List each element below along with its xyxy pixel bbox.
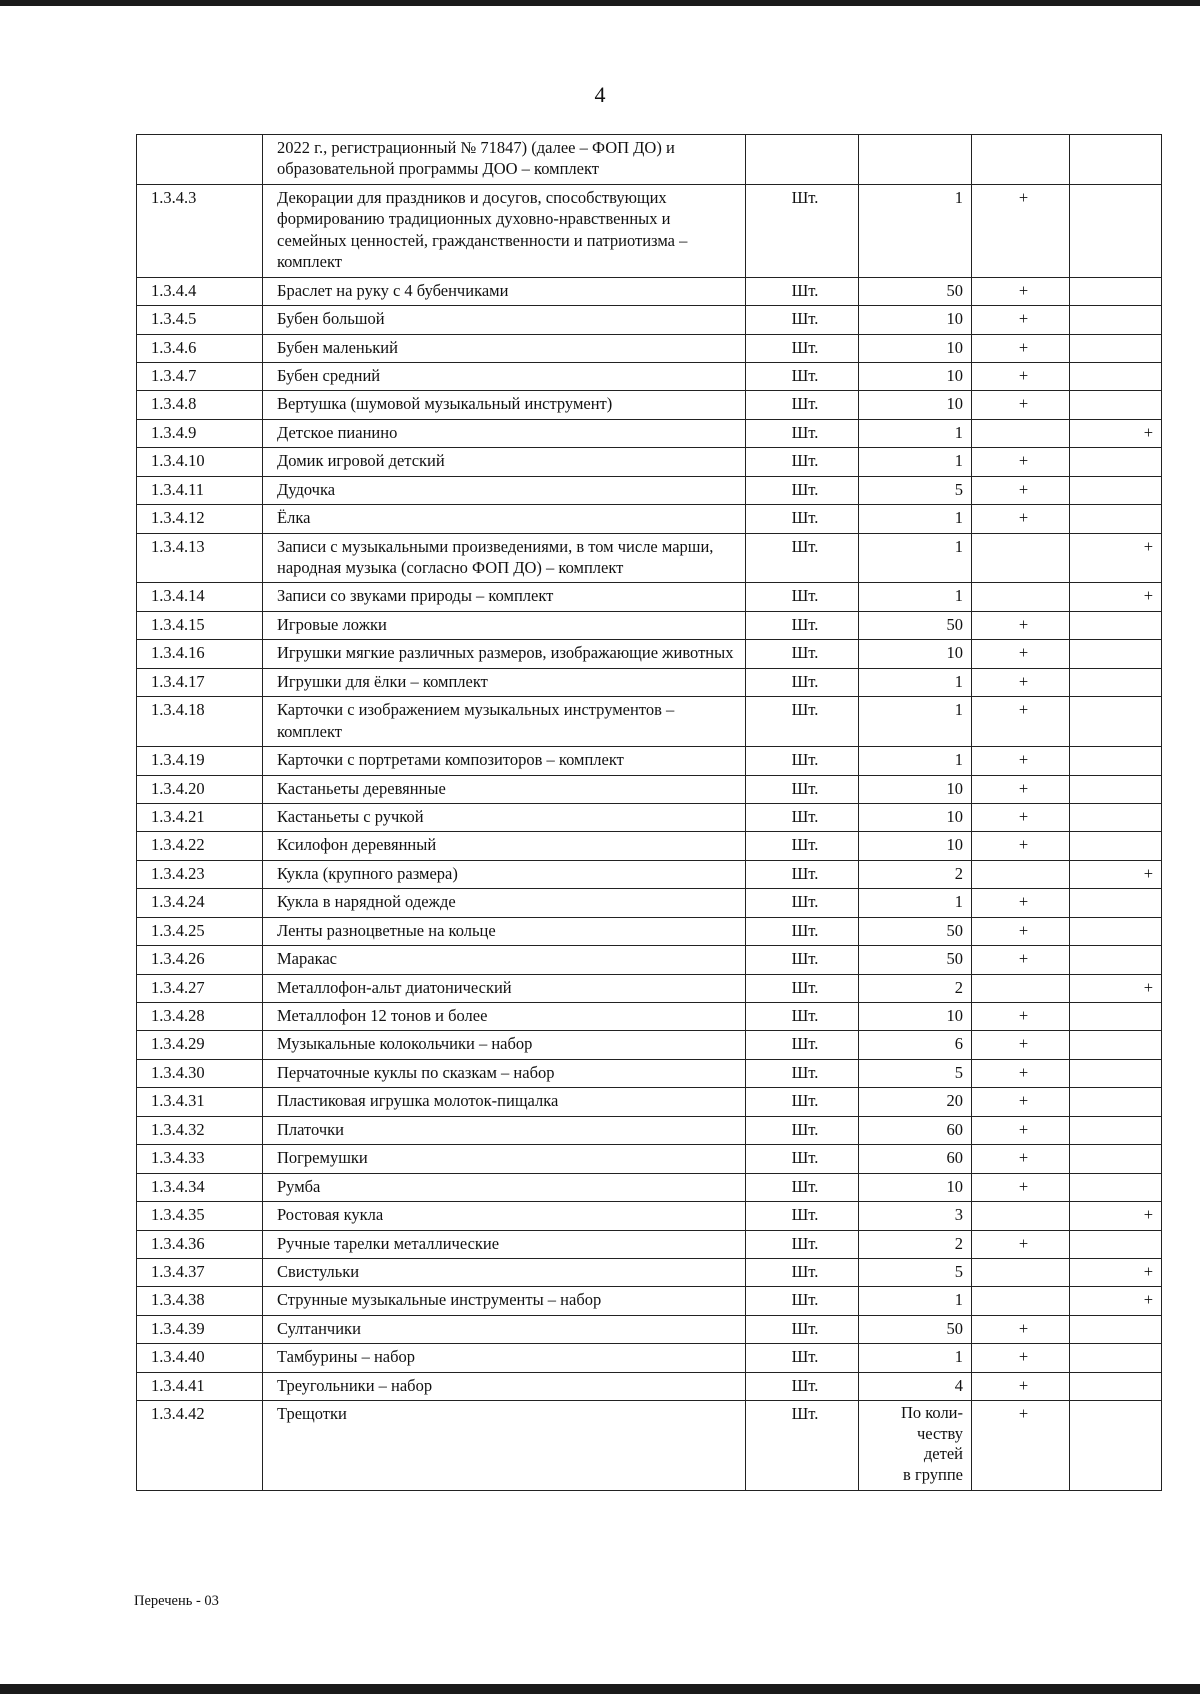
item-mark-a: +	[972, 917, 1070, 945]
equipment-table	[136, 134, 1162, 1491]
item-number: 1.3.4.37	[137, 1258, 263, 1286]
item-unit: Шт.	[746, 476, 859, 504]
item-mark-a: +	[972, 775, 1070, 803]
item-unit: Шт.	[746, 1315, 859, 1343]
item-unit	[746, 135, 859, 185]
table-row	[137, 135, 1162, 185]
item-mark-a	[972, 860, 1070, 888]
item-number: 1.3.4.14	[137, 583, 263, 611]
item-name: Домик игровой детский	[263, 448, 746, 476]
item-quantity: 3	[859, 1202, 972, 1230]
page-number: 4	[594, 82, 606, 107]
item-mark-a: +	[972, 448, 1070, 476]
item-number: 1.3.4.34	[137, 1173, 263, 1201]
item-unit: Шт.	[746, 505, 859, 533]
item-mark-b	[1070, 334, 1162, 362]
item-quantity: 1	[859, 419, 972, 447]
item-mark-a: +	[972, 747, 1070, 775]
item-mark-a: +	[972, 1116, 1070, 1144]
item-unit: Шт.	[746, 306, 859, 334]
item-mark-a	[972, 419, 1070, 447]
item-mark-a: +	[972, 640, 1070, 668]
table-row	[137, 611, 1162, 639]
item-mark-a: +	[972, 1088, 1070, 1116]
item-name: Записи с музыкальными произведениями, в том числе марши, народная музыка (согласно ФОП ДО) – комплект	[263, 533, 746, 583]
item-mark-a: +	[972, 611, 1070, 639]
item-name: Румба	[263, 1173, 746, 1201]
item-mark-a: +	[972, 1372, 1070, 1400]
item-number: 1.3.4.38	[137, 1287, 263, 1315]
table-row	[137, 860, 1162, 888]
item-mark-b	[1070, 362, 1162, 390]
item-quantity: 1	[859, 505, 972, 533]
item-mark-b	[1070, 697, 1162, 747]
table-row	[137, 747, 1162, 775]
table-row	[137, 1344, 1162, 1372]
item-name: Детское пианино	[263, 419, 746, 447]
item-number: 1.3.4.27	[137, 974, 263, 1002]
table-row	[137, 1145, 1162, 1173]
item-unit: Шт.	[746, 1344, 859, 1372]
item-unit: Шт.	[746, 974, 859, 1002]
item-name: Перчаточные куклы по сказкам – набор	[263, 1059, 746, 1087]
item-unit: Шт.	[746, 1202, 859, 1230]
table-row	[137, 419, 1162, 447]
table-row	[137, 1003, 1162, 1031]
item-name: Платочки	[263, 1116, 746, 1144]
item-number: 1.3.4.21	[137, 803, 263, 831]
item-number: 1.3.4.6	[137, 334, 263, 362]
item-unit: Шт.	[746, 448, 859, 476]
item-mark-b	[1070, 1003, 1162, 1031]
item-name: Металлофон 12 тонов и более	[263, 1003, 746, 1031]
item-unit: Шт.	[746, 419, 859, 447]
item-number: 1.3.4.42	[137, 1401, 263, 1491]
table-row	[137, 1031, 1162, 1059]
item-name: Ксилофон деревянный	[263, 832, 746, 860]
table-row	[137, 917, 1162, 945]
item-mark-a: +	[972, 697, 1070, 747]
item-quantity: 1	[859, 668, 972, 696]
item-name: Ростовая кукла	[263, 1202, 746, 1230]
item-unit: Шт.	[746, 1372, 859, 1400]
item-name: Треугольники – набор	[263, 1372, 746, 1400]
item-mark-b	[1070, 391, 1162, 419]
item-mark-a: +	[972, 184, 1070, 277]
item-quantity: 10	[859, 803, 972, 831]
table-row	[137, 1059, 1162, 1087]
item-number: 1.3.4.31	[137, 1088, 263, 1116]
table-row	[137, 1372, 1162, 1400]
item-number	[137, 135, 263, 185]
item-name: Музыкальные колокольчики – набор	[263, 1031, 746, 1059]
item-unit: Шт.	[746, 1287, 859, 1315]
item-name: Кастаньеты деревянные	[263, 775, 746, 803]
item-unit: Шт.	[746, 1059, 859, 1087]
table-row	[137, 946, 1162, 974]
item-quantity: 5	[859, 476, 972, 504]
item-mark-a: +	[972, 1145, 1070, 1173]
item-unit: Шт.	[746, 1116, 859, 1144]
item-unit: Шт.	[746, 334, 859, 362]
item-number: 1.3.4.19	[137, 747, 263, 775]
item-name: Кукла в нарядной одежде	[263, 889, 746, 917]
item-quantity: 1	[859, 583, 972, 611]
table-row	[137, 391, 1162, 419]
item-number: 1.3.4.8	[137, 391, 263, 419]
table-row	[137, 832, 1162, 860]
table-row	[137, 803, 1162, 831]
item-mark-b	[1070, 1088, 1162, 1116]
item-mark-b: +	[1070, 1258, 1162, 1286]
item-mark-a: +	[972, 1173, 1070, 1201]
item-mark-b	[1070, 1145, 1162, 1173]
item-name: Ёлка	[263, 505, 746, 533]
table-row	[137, 1315, 1162, 1343]
item-number: 1.3.4.5	[137, 306, 263, 334]
item-mark-b	[1070, 1401, 1162, 1491]
item-mark-a: +	[972, 668, 1070, 696]
item-mark-b	[1070, 640, 1162, 668]
item-unit: Шт.	[746, 1088, 859, 1116]
item-mark-a: +	[972, 476, 1070, 504]
item-mark-b	[1070, 448, 1162, 476]
item-unit: Шт.	[746, 1173, 859, 1201]
table-row	[137, 1287, 1162, 1315]
item-quantity: 10	[859, 306, 972, 334]
item-unit: Шт.	[746, 1003, 859, 1031]
item-mark-b	[1070, 1230, 1162, 1258]
item-mark-b: +	[1070, 583, 1162, 611]
item-name: Дудочка	[263, 476, 746, 504]
item-unit: Шт.	[746, 775, 859, 803]
item-quantity: 10	[859, 362, 972, 390]
item-mark-a	[972, 583, 1070, 611]
item-mark-a: +	[972, 1003, 1070, 1031]
item-name: Трещотки	[263, 1401, 746, 1491]
item-mark-b	[1070, 1059, 1162, 1087]
item-mark-a: +	[972, 1401, 1070, 1491]
table-row	[137, 1116, 1162, 1144]
item-quantity: 1	[859, 697, 972, 747]
item-mark-b	[1070, 1344, 1162, 1372]
item-name: Маракас	[263, 946, 746, 974]
item-mark-a: +	[972, 1059, 1070, 1087]
table-row	[137, 184, 1162, 277]
item-unit: Шт.	[746, 1230, 859, 1258]
item-number: 1.3.4.9	[137, 419, 263, 447]
item-quantity	[859, 135, 972, 185]
item-name: Бубен средний	[263, 362, 746, 390]
item-mark-b	[1070, 668, 1162, 696]
item-unit: Шт.	[746, 917, 859, 945]
scan-border-bottom	[0, 1684, 1200, 1694]
item-name: Погремушки	[263, 1145, 746, 1173]
item-mark-a	[972, 135, 1070, 185]
item-mark-b	[1070, 803, 1162, 831]
item-quantity: 10	[859, 391, 972, 419]
item-mark-a	[972, 1287, 1070, 1315]
item-name: Бубен маленький	[263, 334, 746, 362]
item-mark-b	[1070, 505, 1162, 533]
item-mark-b: +	[1070, 860, 1162, 888]
item-name: Свистульки	[263, 1258, 746, 1286]
footer-label: Перечень - 03	[134, 1593, 219, 1609]
item-mark-a: +	[972, 832, 1070, 860]
item-number: 1.3.4.4	[137, 277, 263, 305]
item-mark-a	[972, 1258, 1070, 1286]
item-name: Игровые ложки	[263, 611, 746, 639]
item-number: 1.3.4.26	[137, 946, 263, 974]
item-quantity: 10	[859, 775, 972, 803]
item-quantity: 5	[859, 1258, 972, 1286]
item-mark-b	[1070, 611, 1162, 639]
table-row	[137, 476, 1162, 504]
table-row	[137, 775, 1162, 803]
item-unit: Шт.	[746, 391, 859, 419]
item-number: 1.3.4.28	[137, 1003, 263, 1031]
item-mark-b	[1070, 889, 1162, 917]
item-unit: Шт.	[746, 1031, 859, 1059]
item-quantity: 5	[859, 1059, 972, 1087]
item-number: 1.3.4.32	[137, 1116, 263, 1144]
item-mark-b	[1070, 1116, 1162, 1144]
item-quantity: 1	[859, 533, 972, 583]
item-quantity: 1	[859, 747, 972, 775]
table-row	[137, 1088, 1162, 1116]
item-mark-b	[1070, 184, 1162, 277]
item-mark-a: +	[972, 1344, 1070, 1372]
item-mark-b	[1070, 135, 1162, 185]
item-name: Браслет на руку с 4 бубенчиками	[263, 277, 746, 305]
item-number: 1.3.4.15	[137, 611, 263, 639]
item-number: 1.3.4.23	[137, 860, 263, 888]
item-mark-b	[1070, 1173, 1162, 1201]
item-number: 1.3.4.25	[137, 917, 263, 945]
table-row	[137, 1401, 1162, 1491]
item-mark-b	[1070, 946, 1162, 974]
item-number: 1.3.4.18	[137, 697, 263, 747]
item-mark-a: +	[972, 803, 1070, 831]
table-row	[137, 668, 1162, 696]
item-mark-a: +	[972, 1230, 1070, 1258]
item-quantity: 2	[859, 974, 972, 1002]
item-unit: Шт.	[746, 832, 859, 860]
item-quantity: 6	[859, 1031, 972, 1059]
table-row	[137, 1173, 1162, 1201]
item-number: 1.3.4.3	[137, 184, 263, 277]
item-name: Игрушки мягкие различных размеров, изображающие животных	[263, 640, 746, 668]
item-unit: Шт.	[746, 1401, 859, 1491]
item-unit: Шт.	[746, 1258, 859, 1286]
item-number: 1.3.4.13	[137, 533, 263, 583]
item-unit: Шт.	[746, 1145, 859, 1173]
item-mark-a: +	[972, 334, 1070, 362]
item-name: Султанчики	[263, 1315, 746, 1343]
item-number: 1.3.4.11	[137, 476, 263, 504]
table-row	[137, 306, 1162, 334]
table-row	[137, 697, 1162, 747]
item-mark-b: +	[1070, 1202, 1162, 1230]
item-quantity: 2	[859, 1230, 972, 1258]
item-unit: Шт.	[746, 889, 859, 917]
item-mark-a: +	[972, 946, 1070, 974]
item-number: 1.3.4.29	[137, 1031, 263, 1059]
item-quantity: 1	[859, 184, 972, 277]
item-name: Декорации для праздников и досугов, способствующих формированию традиционных духовно-нравственных и семейных ценностей, гражданственности и патриотизма – комплект	[263, 184, 746, 277]
item-quantity: 50	[859, 277, 972, 305]
item-mark-a: +	[972, 277, 1070, 305]
item-quantity: 1	[859, 448, 972, 476]
item-quantity: 60	[859, 1116, 972, 1144]
item-unit: Шт.	[746, 533, 859, 583]
item-number: 1.3.4.39	[137, 1315, 263, 1343]
item-mark-a: +	[972, 306, 1070, 334]
item-number: 1.3.4.16	[137, 640, 263, 668]
item-name: Карточки с портретами композиторов – комплект	[263, 747, 746, 775]
table-row	[137, 505, 1162, 533]
scan-border-top	[0, 0, 1200, 6]
item-mark-b	[1070, 775, 1162, 803]
item-quantity: 20	[859, 1088, 972, 1116]
item-mark-b: +	[1070, 1287, 1162, 1315]
item-name: Ленты разноцветные на кольце	[263, 917, 746, 945]
item-quantity: 1	[859, 1287, 972, 1315]
table-body	[137, 135, 1162, 1491]
item-mark-b: +	[1070, 419, 1162, 447]
item-mark-b	[1070, 832, 1162, 860]
table-row	[137, 448, 1162, 476]
item-unit: Шт.	[746, 583, 859, 611]
item-name: Металлофон-альт диатонический	[263, 974, 746, 1002]
item-number: 1.3.4.17	[137, 668, 263, 696]
item-mark-a: +	[972, 505, 1070, 533]
item-unit: Шт.	[746, 747, 859, 775]
item-unit: Шт.	[746, 697, 859, 747]
item-mark-a	[972, 533, 1070, 583]
item-mark-b: +	[1070, 974, 1162, 1002]
item-name: Ручные тарелки металлические	[263, 1230, 746, 1258]
item-quantity: 10	[859, 1003, 972, 1031]
item-name: Кастаньеты с ручкой	[263, 803, 746, 831]
item-quantity: 10	[859, 640, 972, 668]
item-number: 1.3.4.7	[137, 362, 263, 390]
item-number: 1.3.4.36	[137, 1230, 263, 1258]
item-mark-b	[1070, 476, 1162, 504]
item-unit: Шт.	[746, 668, 859, 696]
item-number: 1.3.4.33	[137, 1145, 263, 1173]
item-mark-b	[1070, 1315, 1162, 1343]
item-unit: Шт.	[746, 277, 859, 305]
item-number: 1.3.4.24	[137, 889, 263, 917]
table-row	[137, 1202, 1162, 1230]
item-quantity: 10	[859, 832, 972, 860]
item-name: Бубен большой	[263, 306, 746, 334]
item-number: 1.3.4.41	[137, 1372, 263, 1400]
item-quantity: 50	[859, 1315, 972, 1343]
item-name: Игрушки для ёлки – комплект	[263, 668, 746, 696]
table-row	[137, 974, 1162, 1002]
item-mark-b	[1070, 917, 1162, 945]
item-mark-a: +	[972, 1315, 1070, 1343]
item-mark-b	[1070, 747, 1162, 775]
item-quantity: По коли- честву детей в группе	[859, 1401, 972, 1491]
item-name: Кукла (крупного размера)	[263, 860, 746, 888]
item-number: 1.3.4.12	[137, 505, 263, 533]
table-row	[137, 277, 1162, 305]
item-unit: Шт.	[746, 362, 859, 390]
item-number: 1.3.4.30	[137, 1059, 263, 1087]
item-mark-a: +	[972, 362, 1070, 390]
item-number: 1.3.4.10	[137, 448, 263, 476]
item-quantity: 4	[859, 1372, 972, 1400]
table-row	[137, 583, 1162, 611]
item-quantity: 50	[859, 946, 972, 974]
item-unit: Шт.	[746, 860, 859, 888]
table-row	[137, 334, 1162, 362]
item-name: Вертушка (шумовой музыкальный инструмент)	[263, 391, 746, 419]
item-number: 1.3.4.35	[137, 1202, 263, 1230]
item-mark-b	[1070, 306, 1162, 334]
item-mark-a	[972, 974, 1070, 1002]
table-row	[137, 640, 1162, 668]
item-name: Пластиковая игрушка молоток-пищалка	[263, 1088, 746, 1116]
item-mark-b	[1070, 1031, 1162, 1059]
item-unit: Шт.	[746, 184, 859, 277]
item-quantity: 2	[859, 860, 972, 888]
item-mark-a: +	[972, 391, 1070, 419]
item-number: 1.3.4.20	[137, 775, 263, 803]
item-mark-a: +	[972, 889, 1070, 917]
item-mark-a: +	[972, 1031, 1070, 1059]
table-row	[137, 1258, 1162, 1286]
item-name: Записи со звуками природы – комплект	[263, 583, 746, 611]
item-quantity: 50	[859, 917, 972, 945]
item-quantity: 10	[859, 334, 972, 362]
item-quantity: 1	[859, 889, 972, 917]
item-quantity: 60	[859, 1145, 972, 1173]
item-unit: Шт.	[746, 803, 859, 831]
item-name: Струнные музыкальные инструменты – набор	[263, 1287, 746, 1315]
item-mark-b	[1070, 1372, 1162, 1400]
item-mark-b: +	[1070, 533, 1162, 583]
item-name: 2022 г., регистрационный № 71847) (далее – ФОП ДО) и образовательной программы ДОО – комплект	[263, 135, 746, 185]
table-row	[137, 362, 1162, 390]
item-number: 1.3.4.22	[137, 832, 263, 860]
item-quantity: 1	[859, 1344, 972, 1372]
item-name: Тамбурины – набор	[263, 1344, 746, 1372]
item-unit: Шт.	[746, 611, 859, 639]
table-row	[137, 889, 1162, 917]
item-mark-a	[972, 1202, 1070, 1230]
item-unit: Шт.	[746, 946, 859, 974]
item-name: Карточки с изображением музыкальных инструментов – комплект	[263, 697, 746, 747]
item-quantity: 50	[859, 611, 972, 639]
table-row	[137, 533, 1162, 583]
table-row	[137, 1230, 1162, 1258]
item-number: 1.3.4.40	[137, 1344, 263, 1372]
item-unit: Шт.	[746, 640, 859, 668]
item-quantity: 10	[859, 1173, 972, 1201]
item-mark-b	[1070, 277, 1162, 305]
